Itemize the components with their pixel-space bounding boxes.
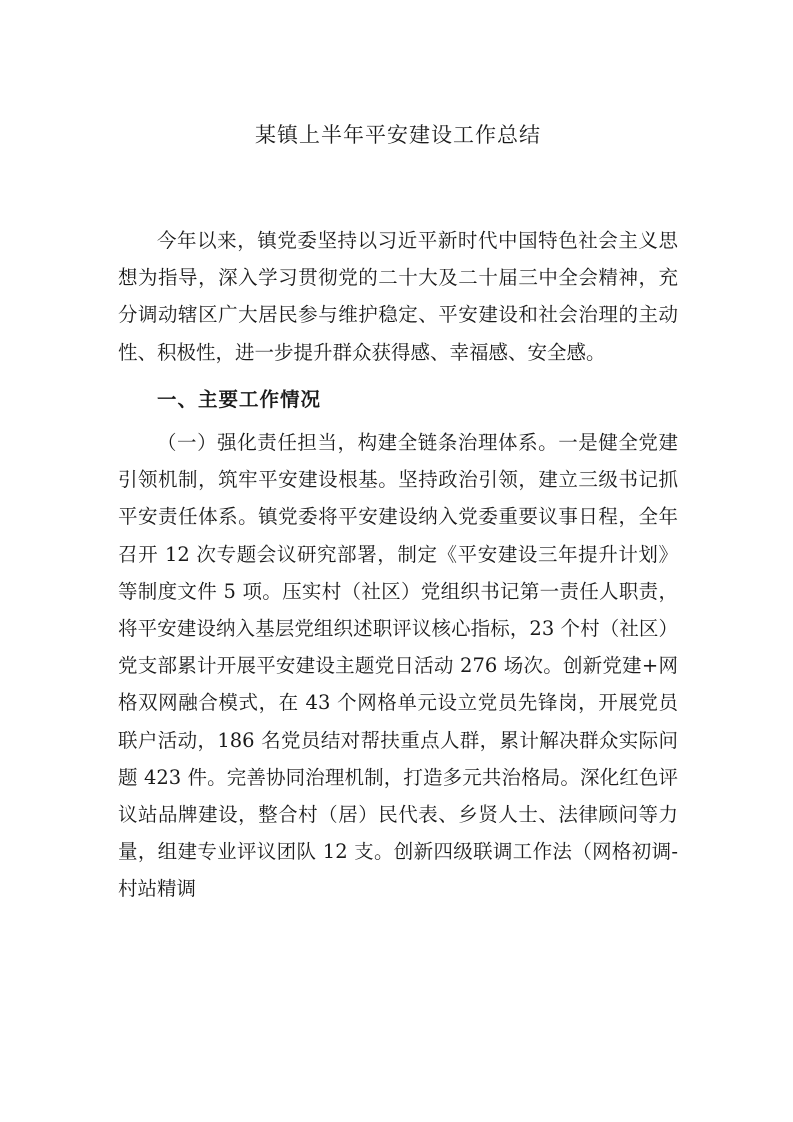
intro-paragraph: 今年以来，镇党委坚持以习近平新时代中国特色社会主义思想为指导，深入学习贯彻党的二十大及二十届三中全会精神，充分调动辖区广大居民参与维护稳定、平安建设和社会治理的主动性、积极性，进一步提升群众获得感、幸福感、安全感。 bbox=[118, 229, 678, 364]
document-body bbox=[118, 222, 678, 908]
section-paragraph: （一）强化责任担当，构建全链条治理体系。一是健全党建引领机制，筑牢平安建设根基。坚持政治引领，建立三级书记抓平安责任体系。镇党委将平安建设纳入党委重要议事日程，全年召开 12 次专题会议研究部署，制定《平安建设三年提升计划》等制度文件 5 项。压实村（社区）党组织书记第一责任人职责，将平安建设纳入基层党组织述职评议核心指标，23 个村（社区）党支部累计开展平安建设主题党日活动 276 场次。创新党建+网格双网融合模式，在 43 个网格单元设立党员先锋岗，开展党员联户活动，186 名党员结对帮扶重点人群，累计解决群众实际问题 423 件。完善协同治理机制，打造多元共治格局。深化红色评议站品牌建设，整合村（居）民代表、乡贤人士、法律顾问等力量，组建专业评议团队 12 支。创新四级联调工作法（网格初调-村站精调 bbox=[118, 431, 678, 901]
document-title: 某镇上半年平安建设工作总结 bbox=[255, 123, 541, 147]
section-heading: 一、主要工作情况 bbox=[157, 387, 322, 411]
